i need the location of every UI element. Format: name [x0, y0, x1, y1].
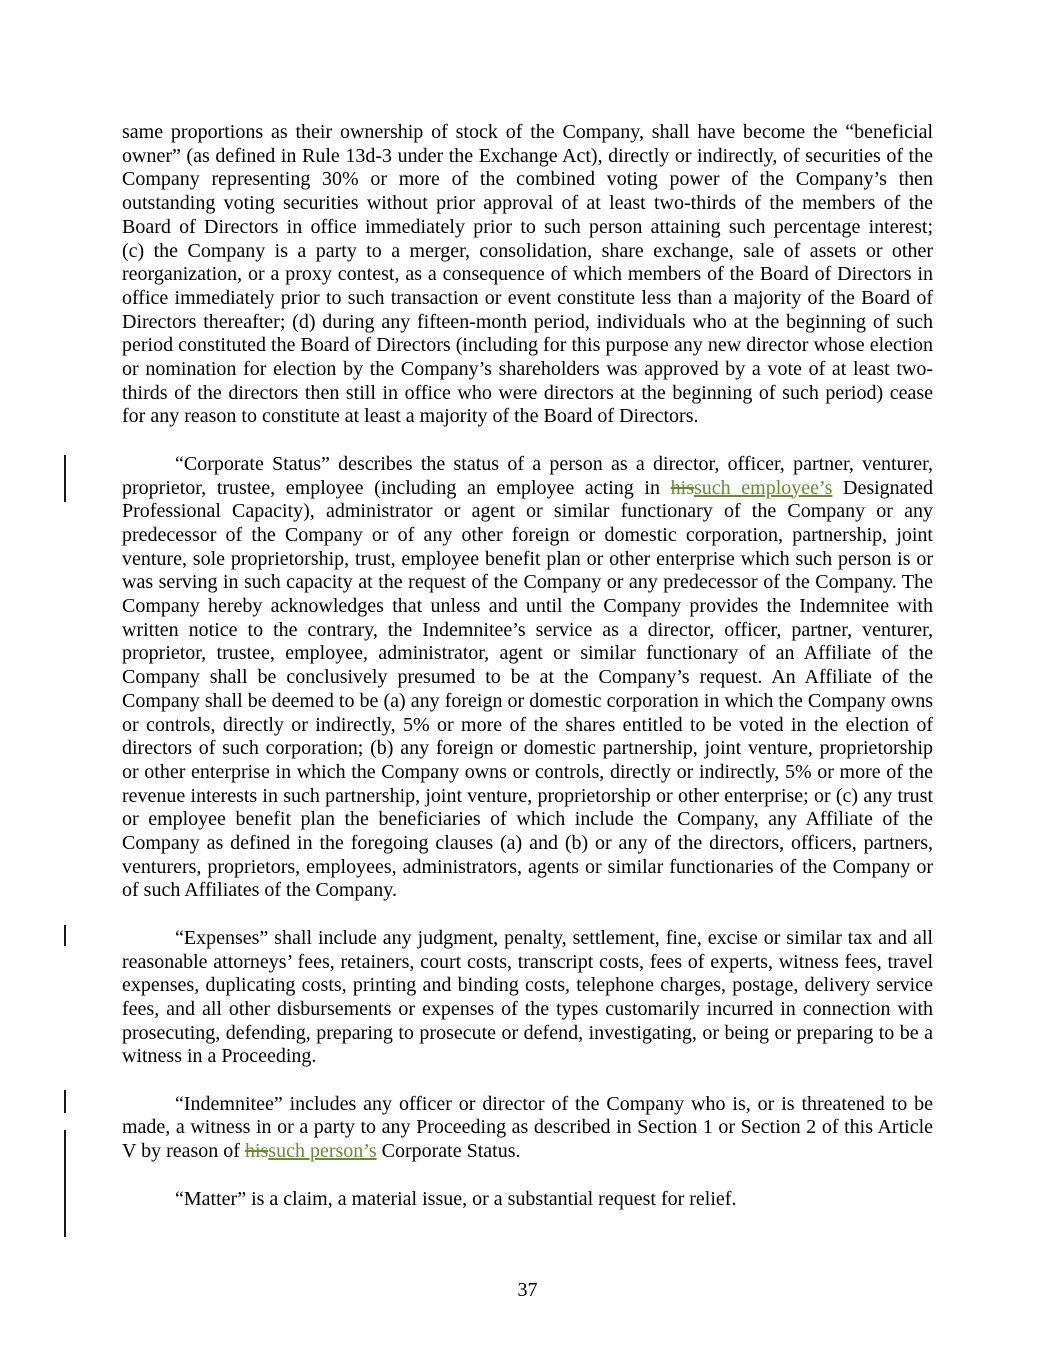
text-run: “Corporate Status” describes the status of a person as a director, officer, partner, venturer, proprietor, trustee, employee (including an employee acting in	[122, 452, 933, 499]
change-bar-2	[64, 925, 66, 946]
deleted-text: his	[244, 1140, 269, 1163]
change-bar-4	[64, 1130, 66, 1237]
paragraph-1	[122, 121, 933, 429]
change-bar-3	[64, 1090, 66, 1113]
text-run: Corporate Status.	[376, 1140, 521, 1163]
text-run: “Indemnitee” includes any officer or director of the Company who is, or is threatened to be made, a witness in or a party to any Proceeding as described in Section 1 or Section 2 of this Article V by reason of	[122, 1092, 933, 1163]
inserted-text: such person’s	[268, 1140, 377, 1163]
paragraph-4	[122, 1093, 933, 1164]
text-run: same proportions as their ownership of stock of the Company, shall have become the “beneficial owner” (as defined in Rule 13d-3 under the Exchange Act), directly or indirectly, of securities of the Company representing 30% or more of the combined voting power of the Company’s then outstanding voting securities without prior approval of at least two-thirds of the members of the Board of Directors in office immediately prior to such person attaining such percentage interest; (c) the Company is a party to a merger, consolidation, share exchange, sale of assets or other reorganization, or a proxy contest, as a consequence of which members of the Board of Directors in office immediately prior to such transaction or event constitute less than a majority of the Board of Directors thereafter; (d) during any fifteen-month period, individuals who at the beginning of such period constituted the Board of Directors (including for this purpose any new director whose election or nomination for election by the Company’s shareholders was approved by a vote of at least two-thirds of the directors then still in office who were directors at the beginning of such period) cease for any reason to constitute at least a majority of the Board of Directors.	[122, 121, 933, 428]
document-text	[122, 121, 933, 1235]
paragraph-5	[122, 1188, 933, 1212]
text-run: Designated Professional Capacity), administrator or agent or similar functionary of the Company or any predecessor of the Company or of any other foreign or domestic corporation, partnership, joint venture, sole proprietorship, trust, employee benefit plan or other enterprise which such person is or was serving in such capacity at the request of the Company or any predecessor of the Company. The Company hereby acknowledges that unless and until the Company provides the Indemnitee with written notice to the contrary, the Indemnitee’s service as a director, officer, partner, venturer, proprietor, trustee, employee, administrator, agent or similar functionary of an Affiliate of the Company shall be conclusively presumed to be at the Company’s request. An Affiliate of the Company shall be deemed to be (a) any foreign or domestic corporation in which the Company owns or controls, directly or indirectly, 5% or more of the shares entitled to be voted in the election of directors of such corporation; (b) any foreign or domestic partnership, joint venture, proprietorship or other enterprise in which the Company owns or controls, directly or indirectly, 5% or more of the revenue interests in such partnership, joint venture, proprietorship or other enterprise; or (c) any trust or employee benefit plan the beneficiaries of which include the Company, any Affiliate of the Company as defined in the foregoing clauses (a) and (b) or any of the directors, officers, partners, venturers, proprietors, employees, administrators, agents or similar functionaries of the Company or of such Affiliates of the Company.	[122, 476, 933, 902]
text-run: “Expenses” shall include any judgment, penalty, settlement, fine, excise or similar tax and all reasonable attorneys’ fees, retainers, court costs, transcript costs, fees of experts, witness fees, travel expenses, duplicating costs, printing and binding costs, telephone charges, postage, delivery service fees, and all other disbursements or expenses of the types customarily incurred in connection with prosecuting, defending, preparing to prosecute or defend, investigating, or being or preparing to be a witness in a Proceeding.	[122, 926, 933, 1068]
deleted-text: his	[670, 476, 694, 499]
page-number: 37	[517, 1279, 538, 1301]
paragraph-3	[122, 927, 933, 1069]
paragraph-2	[122, 453, 933, 903]
text-run: “Matter” is a claim, a material issue, or a substantial request for relief.	[175, 1187, 737, 1210]
change-bar-1	[64, 455, 66, 502]
inserted-text: such employee’s	[693, 476, 833, 499]
